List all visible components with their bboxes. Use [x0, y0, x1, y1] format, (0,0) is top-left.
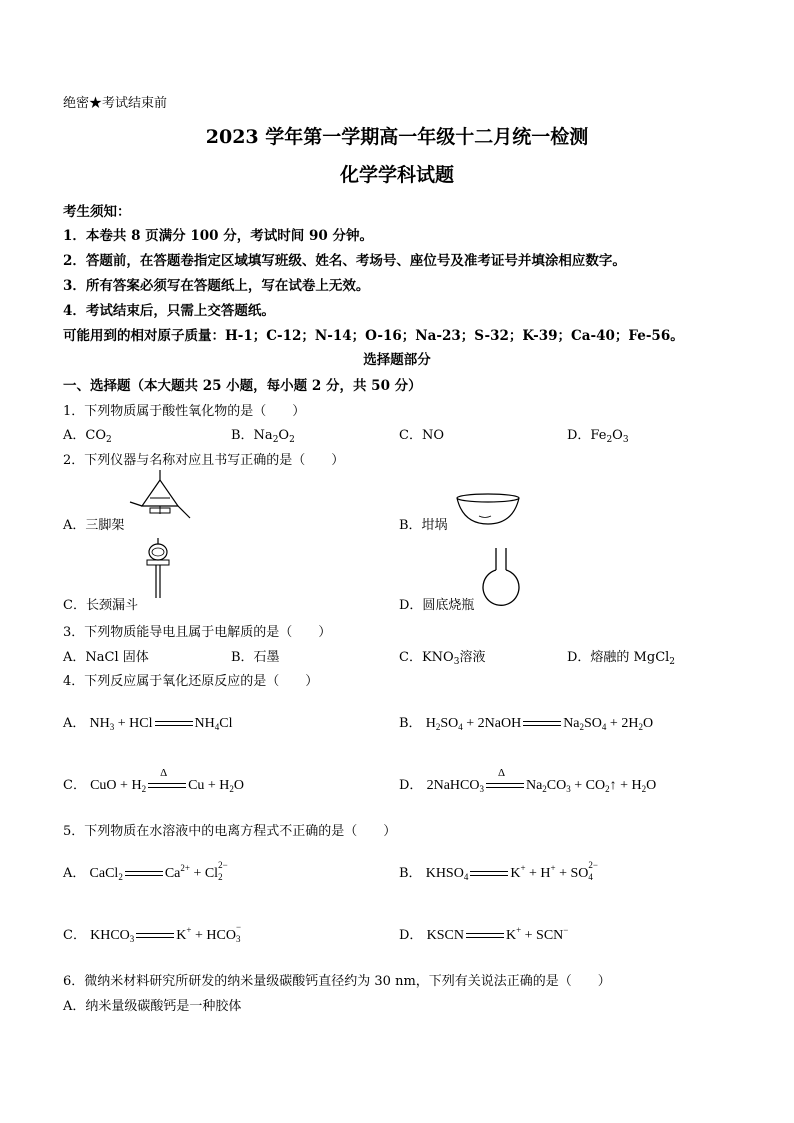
crucible-icon: [455, 492, 521, 528]
notice-item-2: 2．答题前，在答题卷指定区域填写班级、姓名、考场号、座位号及准考证号并填涂相应数字。: [63, 253, 626, 269]
q3-option-d: D．熔融的 MgCl$_2$: [567, 650, 676, 667]
q6-option-a: A．纳米量级碳酸钙是一种胶体: [63, 999, 242, 1014]
q2-option-b: B．坩埚: [399, 518, 448, 533]
subject-title: 化学学科试题: [339, 164, 454, 186]
q2-option-c: C．长颈漏斗: [63, 598, 138, 613]
tripod-icon: [128, 468, 192, 528]
long-neck-funnel-icon: [144, 538, 172, 600]
heat-symbol: Δ: [497, 766, 506, 779]
notice-item-1: 1．本卷共 8 页满分 100 分，考试时间 90 分钟。: [63, 228, 373, 244]
q1-option-a: A．$CO_2$: [63, 428, 112, 445]
exam-title: 2023 学年第一学期高一年级十二月统一检测: [205, 126, 589, 148]
q3-option-a: A．NaCl 固体: [63, 650, 149, 665]
section-part: 选择题部分: [363, 352, 431, 368]
q2-option-d: D．圆底烧瓶: [399, 598, 475, 613]
notice-item-4: 4．考试结束后，只需上交答题纸。: [63, 303, 275, 319]
q5-stem: 5．下列物质在水溶液中的电离方程式不正确的是（ ）: [63, 824, 397, 839]
q4-option-b: B． $H_2SO_4$ + 2NaOH $Na_2SO_4 + 2H_2O$: [399, 716, 654, 732]
q4-option-c: C． CuO + $H_2$ Δ $Cu + H_2O$: [63, 766, 245, 794]
q1-option-c: C．NO: [399, 428, 444, 443]
q3-option-b: B．石墨: [231, 650, 280, 665]
q5-option-a: A． CaCl$_2$ $Ca^{2+} + Cl$ $_{2- 2}$: [63, 860, 228, 882]
q4-option-d: D． 2NaHCO$_3$ Δ $Na_2CO_3$ + $CO_2↑ + H_2O$: [399, 766, 657, 794]
q5-option-c: C． $KHCO_3$ K+ + HCO $_{- 3}$: [63, 922, 242, 944]
q4-option-a: A． $NH_3$ + HCl $NH_4Cl$: [63, 716, 233, 732]
q5-option-b: B． $KHSO_4$ K+ + H+ + SO $_{2- 4}$: [399, 860, 598, 882]
q5-option-d: D． KSCN K+ + SCN−: [399, 925, 569, 943]
notice-heading: 考生须知：: [63, 204, 131, 220]
q3-stem: 3．下列物质能导电且属于电解质的是（ ）: [63, 625, 332, 640]
heat-symbol: Δ: [160, 766, 168, 779]
q2-stem: 2．下列仪器与名称对应且书写正确的是（ ）: [63, 453, 345, 468]
notice-item-3: 3．所有答案必须写在答题纸上，写在试卷上无效。: [63, 278, 370, 294]
round-bottom-flask-icon: [480, 546, 522, 606]
q1-stem: 1．下列物质属于酸性氧化物的是（ ）: [63, 404, 306, 419]
atomic-masses: 可能用到的相对原子质量：H-1；C-12；N-14；O-16；Na-23；S-32；K-39；Ca-40；Fe-56。: [63, 328, 684, 344]
q6-stem: 6．微纳米材料研究所研发的纳米量级碳酸钙直径约为 30 nm，下列有关说法正确的是（ ）: [63, 974, 611, 989]
q3-option-c: C．$KNO_3$溶液: [399, 650, 486, 667]
q1-option-d: D．$Fe_2O_3$: [567, 428, 629, 445]
q1-option-b: B．$Na_2O_2$: [231, 428, 295, 445]
secret-label: 绝密★考试结束前: [63, 96, 168, 111]
section-heading: 一、选择题（本大题共 25 小题，每小题 2 分，共 50 分）: [63, 378, 422, 394]
q4-stem: 4．下列反应属于氧化还原反应的是（ ）: [63, 674, 319, 689]
q2-option-a: A．三脚架: [63, 518, 125, 533]
